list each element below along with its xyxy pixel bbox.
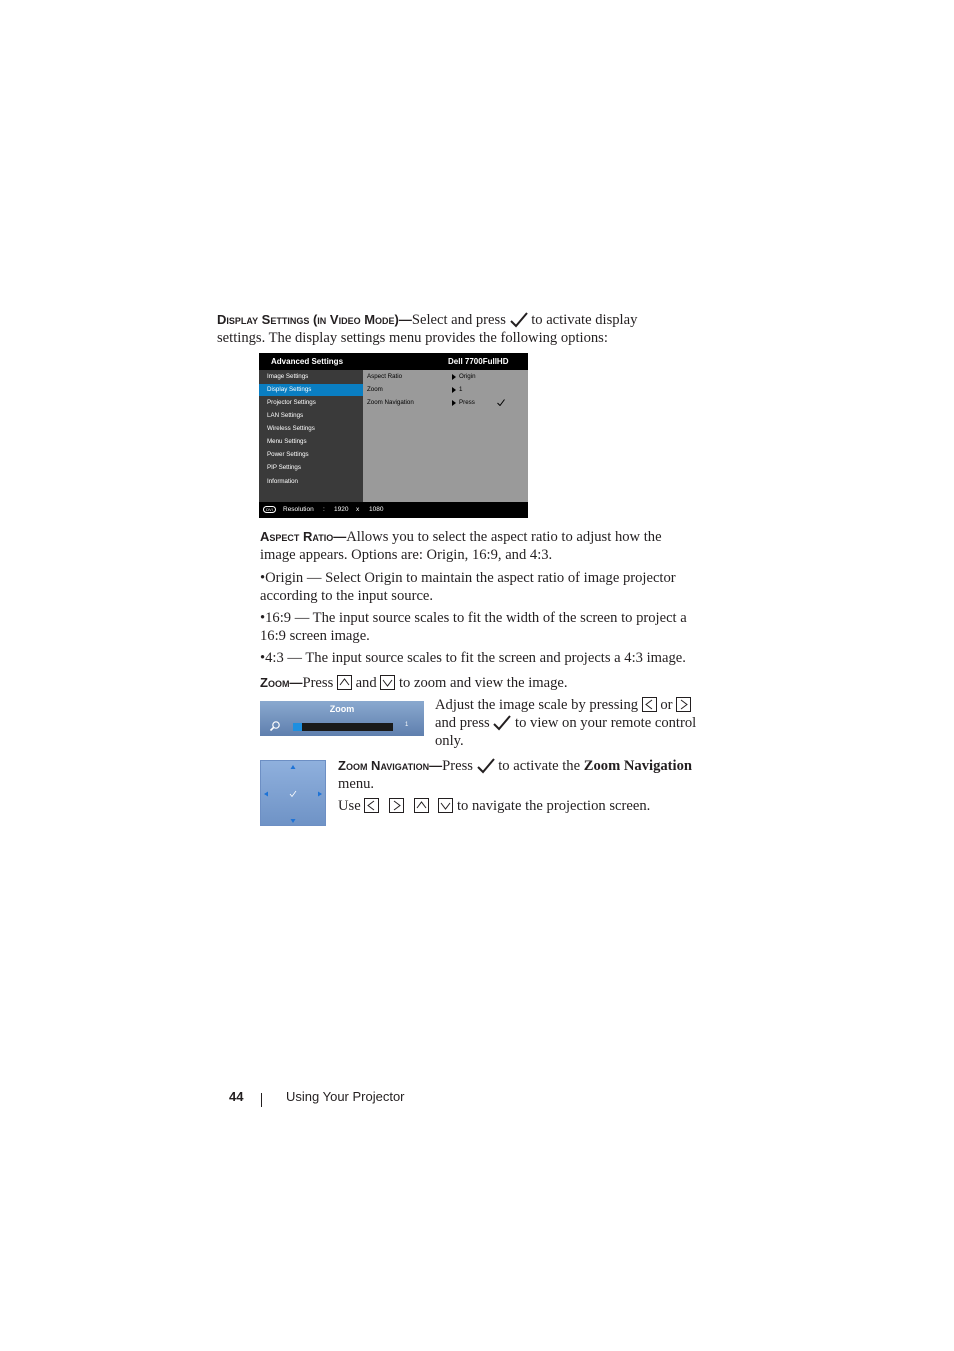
zoom-navigation-paragraph	[338, 757, 710, 793]
osd-options-panel	[363, 370, 528, 502]
adjust-text-b: and press	[435, 715, 490, 731]
osd-row-zoom-value: 1	[459, 386, 463, 393]
znav-bold-text: Zoom Navigation	[583, 758, 692, 774]
nav-left-arrow-icon[interactable]	[264, 792, 268, 797]
bullet-16-9-b: 16:9 screen image.	[260, 628, 370, 644]
up-arrow-key-icon	[337, 675, 352, 690]
znav-menu-text: menu.	[338, 776, 375, 792]
osd-row-zoom-label[interactable]: Zoom	[367, 386, 383, 393]
osd-footer-resolution-label: Resolution	[283, 506, 314, 513]
display-settings-heading: Display Settings (in Video Mode)—	[217, 312, 412, 327]
zoom-slider-value: 1	[405, 722, 409, 728]
checkmark-icon	[477, 758, 495, 774]
right-arrow-key-icon	[676, 697, 691, 712]
checkmark-icon	[493, 715, 511, 731]
osd-header-model: Dell 7700FullHD	[448, 357, 509, 366]
osd-menu-item-lan-settings[interactable]: LAN Settings	[267, 412, 304, 419]
osd-footer-width: 1920	[334, 506, 349, 513]
osd-footer-x: x	[356, 506, 360, 513]
bullet-origin-b: according to the input source.	[260, 588, 434, 604]
arrow-right-icon	[452, 400, 456, 406]
aspect-text-a: Allows you to select the aspect ratio to adjust how the	[346, 529, 662, 545]
zoom-navigation-arrows	[261, 761, 325, 825]
osd-menu-item-display-settings[interactable]: Display Settings	[259, 384, 363, 396]
osd-menu-item-projector-settings[interactable]: Projector Settings	[267, 399, 316, 406]
down-arrow-key-icon	[438, 798, 453, 813]
osd-menu-item-power-settings[interactable]: Power Settings	[267, 451, 309, 458]
down-arrow-key-icon	[380, 675, 395, 690]
page-section-title: Using Your Projector	[286, 1089, 405, 1104]
checkmark-icon	[497, 399, 505, 406]
osd-menu-item-menu-settings[interactable]: Menu Settings	[267, 438, 307, 445]
osd-footer-colon: :	[323, 506, 325, 513]
use-paragraph	[338, 797, 710, 815]
osd-row-aspect-ratio-value: Origin	[459, 373, 476, 380]
osd-footer	[259, 502, 528, 518]
dvi-source-badge: DVI	[263, 506, 276, 513]
osd-menu-item-image-settings[interactable]: Image Settings	[267, 373, 309, 380]
checkmark-icon	[510, 312, 528, 328]
osd-menu-item-wireless-settings[interactable]: Wireless Settings	[267, 425, 315, 432]
adjust-text-a: Adjust the image scale by pressing	[435, 697, 639, 713]
right-arrow-key-icon	[389, 798, 404, 813]
bullet-16-9	[260, 609, 710, 645]
zoom-and-text: and	[355, 675, 377, 691]
osd-row-zoom-navigation-label[interactable]: Zoom Navigation	[367, 399, 414, 406]
intro-text-a: Select and press	[411, 312, 506, 328]
adjust-paragraph	[435, 696, 710, 750]
bullet-16-9-a: •16:9 — The input source scales to fit the width of the screen to project a	[260, 610, 687, 626]
zoom-rest-text: to zoom and view the image.	[398, 675, 568, 691]
osd-footer-height: 1080	[369, 506, 384, 513]
left-arrow-key-icon	[364, 798, 379, 813]
zoom-slider-track[interactable]	[293, 723, 393, 731]
osd-header-title: Advanced Settings	[271, 357, 344, 366]
adjust-or-text: or	[660, 697, 673, 713]
aspect-text-b: image appears. Options are: Origin, 16:9, and 4:3.	[260, 547, 553, 563]
advanced-settings-osd	[259, 353, 528, 518]
zoom-press-text: Press	[302, 675, 334, 691]
zoom-navigation-heading: Zoom Navigation—	[338, 758, 443, 773]
display-settings-paragraph	[217, 311, 697, 347]
use-rest-text: to navigate the projection screen.	[456, 798, 651, 814]
osd-header	[259, 353, 528, 370]
zoom-paragraph	[260, 674, 710, 692]
magnifier-icon	[269, 720, 281, 732]
bullet-4-3: •4:3 — The input source scales to fit the screen and projects a 4:3 image.	[260, 650, 686, 666]
intro-text-c: settings. The display settings menu provides the following options:	[217, 330, 608, 346]
osd-menu-item-information[interactable]: Information	[267, 478, 298, 485]
use-label: Use	[338, 798, 361, 814]
arrow-right-icon	[452, 374, 456, 380]
nav-up-arrow-icon[interactable]	[291, 765, 296, 769]
znav-mid-text: to activate the	[498, 758, 581, 774]
zoom-heading: Zoom—	[260, 675, 303, 690]
bullet-origin	[260, 569, 710, 605]
intro-text-b: to activate display	[531, 312, 638, 328]
nav-right-arrow-icon[interactable]	[318, 792, 322, 797]
aspect-ratio-paragraph	[260, 528, 710, 564]
osd-menu-item-pip-settings[interactable]: PIP Settings	[267, 464, 301, 471]
nav-center-check-icon[interactable]	[290, 791, 296, 797]
osd-row-zoom-navigation-value: Press	[459, 399, 475, 406]
znav-press-text: Press	[442, 758, 473, 774]
osd-row-aspect-ratio-label[interactable]: Aspect Ratio	[367, 373, 403, 380]
left-arrow-key-icon	[642, 697, 657, 712]
aspect-ratio-heading: Aspect Ratio—	[260, 529, 347, 544]
zoom-slider-panel	[260, 701, 424, 736]
adjust-text-c: to view on your remote control	[515, 715, 697, 731]
arrow-right-icon	[452, 387, 456, 393]
zoom-slider-fill	[293, 723, 302, 731]
nav-down-arrow-icon[interactable]	[291, 819, 296, 823]
footer-divider	[261, 1093, 262, 1107]
zoom-navigation-panel	[260, 760, 326, 826]
osd-menu-list	[259, 370, 363, 502]
up-arrow-key-icon	[414, 798, 429, 813]
zoom-slider-title: Zoom	[329, 704, 355, 714]
page-number: 44	[229, 1089, 244, 1104]
bullet-origin-a: •Origin — Select Origin to maintain the aspect ratio of image projector	[260, 570, 676, 586]
adjust-text-d: only.	[435, 733, 464, 749]
